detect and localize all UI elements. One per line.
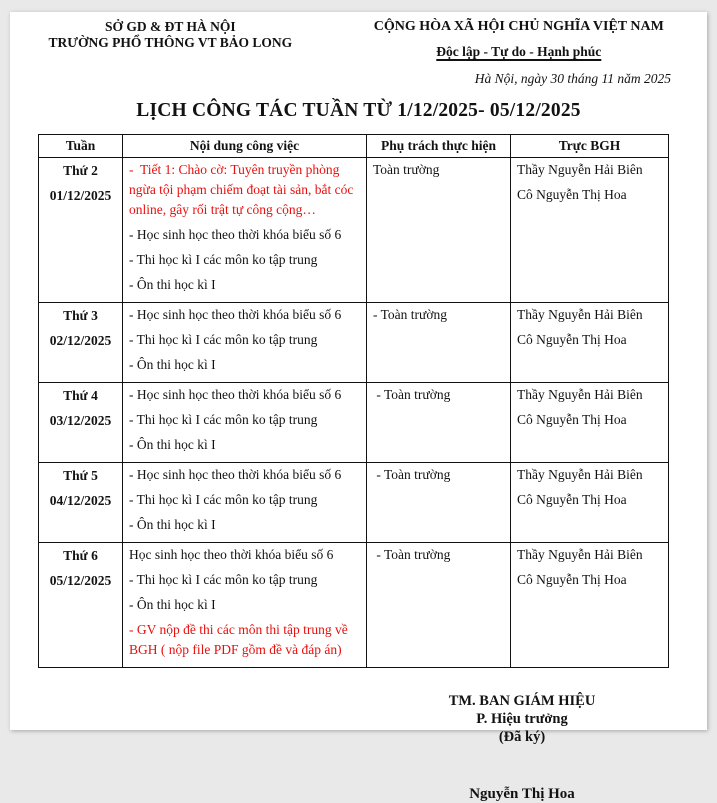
bgh-cell: [511, 543, 669, 668]
week-cell: [39, 158, 123, 303]
tasks-cell: [123, 383, 367, 463]
tasks-cell: [123, 303, 367, 383]
incharge-cell: - Toàn trường: [367, 303, 511, 383]
task-item: - Ôn thi học kì I: [129, 437, 216, 452]
national-motto-line2: Độc lập - Tự do - Hạnh phúc: [436, 44, 602, 59]
schedule-table: [38, 134, 669, 668]
week-date: 05/12/2025: [49, 573, 112, 588]
bgh-line: Cô Nguyễn Thị Hoa: [517, 187, 627, 202]
table-row: [39, 303, 669, 383]
letterhead: [10, 12, 707, 61]
week-date: 04/12/2025: [49, 493, 112, 508]
org-department: SỞ GD & ĐT HÀ NỘI: [104, 19, 236, 34]
week-day: Thứ 6: [63, 548, 98, 563]
tasks-cell: [123, 543, 367, 668]
week-date: 03/12/2025: [49, 413, 112, 428]
task-item: - Tiết 1: Chào cờ: Tuyên truyền phòng ngừa tội phạm chiếm đoạt tài sản, bắt cóc online, gây rối trật tự công cộng…: [129, 162, 357, 217]
signature-name: Nguyễn Thị Hoa: [469, 786, 575, 802]
week-day: Thứ 2: [63, 163, 98, 178]
week-cell: [39, 543, 123, 668]
task-item: - GV nộp đề thi các môn thi tập trung về BGH ( nộp file PDF gồm đề và đáp án): [129, 622, 352, 657]
bgh-line: Thầy Nguyễn Hải Biên: [517, 547, 643, 562]
task-item: - Học sinh học theo thời khóa biểu số 6: [129, 467, 342, 482]
week-cell: [39, 463, 123, 543]
task-item: - Ôn thi học kì I: [129, 517, 216, 532]
table-row: [39, 463, 669, 543]
bgh-line: Cô Nguyễn Thị Hoa: [517, 572, 627, 587]
incharge-cell: - Toàn trường: [367, 463, 511, 543]
national-motto-line1: CỘNG HÒA XÃ HỘI CHỦ NGHĨA VIỆT NAM: [373, 19, 664, 34]
table-row: [39, 158, 669, 303]
col-header-bgh-duty: Trực BGH: [511, 135, 669, 158]
table-header-row: [39, 135, 669, 158]
tasks-cell: [123, 463, 367, 543]
signature-org: TM. BAN GIÁM HIỆU: [448, 693, 596, 709]
incharge-cell: Toàn trường: [367, 158, 511, 303]
table-row: [39, 543, 669, 668]
document-page: [10, 12, 707, 802]
org-school-name: TRƯỜNG PHỔ THÔNG VT BẢO LONG: [48, 35, 293, 50]
dateline: Hà Nội, ngày 30 tháng 11 năm 2025: [474, 71, 671, 86]
bgh-line: Thầy Nguyễn Hải Biên: [517, 162, 643, 177]
task-item: - Ôn thi học kì I: [129, 277, 216, 292]
signature-signed-note: (Đã ký): [498, 729, 546, 745]
incharge-cell: - Toàn trường: [367, 383, 511, 463]
task-item: - Thi học kì I các môn ko tập trung: [129, 252, 318, 267]
task-item: - Ôn thi học kì I: [129, 597, 216, 612]
signature-role: P. Hiệu trưởng: [476, 711, 568, 727]
page-title: LỊCH CÔNG TÁC TUẦN TỪ 1/12/2025- 05/12/2025: [136, 100, 581, 121]
task-item: - Học sinh học theo thời khóa biểu số 6: [129, 227, 342, 242]
task-item: - Học sinh học theo thời khóa biểu số 6: [129, 307, 342, 322]
bgh-cell: [511, 383, 669, 463]
bgh-line: Thầy Nguyễn Hải Biên: [517, 387, 643, 402]
week-day: Thứ 5: [63, 468, 98, 483]
task-item: - Thi học kì I các môn ko tập trung: [129, 412, 318, 427]
org-left-block: [10, 19, 331, 61]
week-date: 01/12/2025: [49, 188, 112, 203]
bgh-line: Cô Nguyễn Thị Hoa: [517, 332, 627, 347]
task-item: - Ôn thi học kì I: [129, 357, 216, 372]
bgh-cell: [511, 303, 669, 383]
incharge-cell: - Toàn trường: [367, 543, 511, 668]
bgh-line: Thầy Nguyễn Hải Biên: [517, 307, 643, 322]
bgh-cell: [511, 158, 669, 303]
week-cell: [39, 303, 123, 383]
task-item: - Thi học kì I các môn ko tập trung: [129, 332, 318, 347]
bgh-cell: [511, 463, 669, 543]
task-item: Học sinh học theo thời khóa biểu số 6: [129, 547, 334, 562]
col-header-week: Tuần: [39, 135, 123, 158]
col-header-in-charge: Phụ trách thực hiện: [367, 135, 511, 158]
bgh-line: Cô Nguyễn Thị Hoa: [517, 492, 627, 507]
week-day: Thứ 3: [63, 308, 98, 323]
task-item: - Thi học kì I các môn ko tập trung: [129, 572, 318, 587]
bgh-line: Cô Nguyễn Thị Hoa: [517, 412, 627, 427]
tasks-cell: [123, 158, 367, 303]
table-row: [39, 383, 669, 463]
task-item: - Học sinh học theo thời khóa biểu số 6: [129, 387, 342, 402]
week-day: Thứ 4: [63, 388, 98, 403]
org-right-block: [331, 19, 707, 61]
bgh-line: Thầy Nguyễn Hải Biên: [517, 467, 643, 482]
task-item: - Thi học kì I các môn ko tập trung: [129, 492, 318, 507]
table-body: [39, 158, 669, 668]
week-cell: [39, 383, 123, 463]
col-header-tasks: Nội dung công việc: [123, 135, 367, 158]
week-date: 02/12/2025: [49, 333, 112, 348]
signature-block: [372, 692, 672, 803]
